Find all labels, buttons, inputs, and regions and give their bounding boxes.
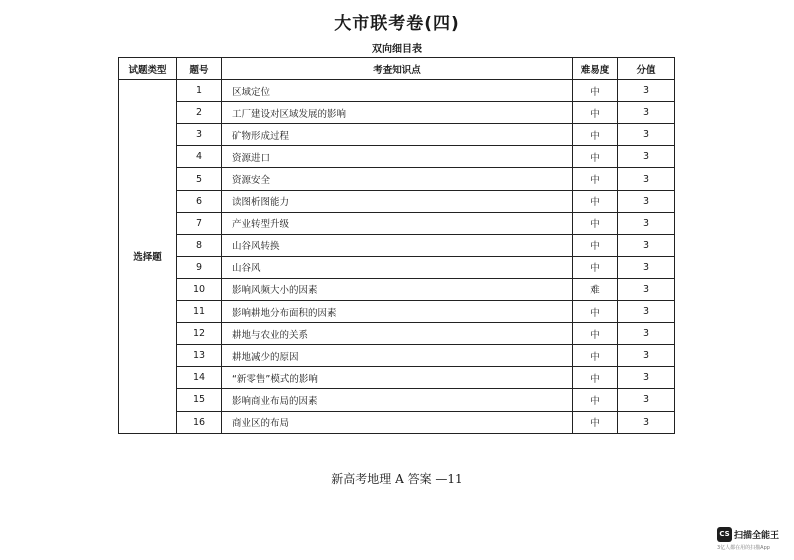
- table-row: [119, 345, 675, 367]
- table-row: [119, 389, 675, 411]
- watermark-tagline: 3亿人都在用的扫描App: [717, 545, 770, 551]
- score-cell: 3: [618, 278, 675, 300]
- difficulty-cell: 中: [573, 234, 618, 256]
- score-cell: 3: [618, 367, 675, 389]
- knowledge-point-cell: 矿物形成过程: [222, 124, 573, 146]
- watermark-app-name: 扫描全能王: [734, 531, 780, 541]
- question-number-cell: 6: [177, 190, 222, 212]
- knowledge-point-cell: 商业区的布局: [222, 411, 573, 433]
- camscanner-logo-icon: CS: [717, 527, 732, 542]
- question-number-cell: 3: [177, 124, 222, 146]
- difficulty-cell: 中: [573, 411, 618, 433]
- question-number-cell: 7: [177, 212, 222, 234]
- table-caption: 双向细目表: [372, 44, 422, 55]
- difficulty-cell: 中: [573, 80, 618, 102]
- table-row: [119, 367, 675, 389]
- score-cell: 3: [618, 389, 675, 411]
- knowledge-point-cell: 山谷风: [222, 256, 573, 278]
- header-difficulty: 难易度: [573, 58, 618, 80]
- score-cell: 3: [618, 345, 675, 367]
- score-cell: 3: [618, 146, 675, 168]
- knowledge-point-cell: 资源安全: [222, 168, 573, 190]
- table-row: [119, 168, 675, 190]
- knowledge-point-cell: 产业转型升级: [222, 212, 573, 234]
- score-cell: 3: [618, 256, 675, 278]
- difficulty-cell: 中: [573, 389, 618, 411]
- knowledge-point-cell: 区域定位: [222, 80, 573, 102]
- question-number-cell: 16: [177, 411, 222, 433]
- question-number-cell: 14: [177, 367, 222, 389]
- header-score: 分值: [618, 58, 675, 80]
- knowledge-point-cell: 资源进口: [222, 146, 573, 168]
- score-cell: 3: [618, 301, 675, 323]
- page-title: 大市联考卷(四): [334, 14, 460, 34]
- table-row: [119, 102, 675, 124]
- page-footer: 新高考地理 A 答案 —11: [331, 472, 463, 486]
- header-question-type: 试题类型: [119, 58, 177, 80]
- question-number-cell: 2: [177, 102, 222, 124]
- question-number-cell: 1: [177, 80, 222, 102]
- table-row: [119, 301, 675, 323]
- knowledge-point-cell: 耕地与农业的关系: [222, 323, 573, 345]
- knowledge-point-cell: 工厂建设对区域发展的影响: [222, 102, 573, 124]
- knowledge-point-cell: 读图析图能力: [222, 190, 573, 212]
- table-row: [119, 146, 675, 168]
- question-type-cell: 选择题: [119, 80, 177, 434]
- difficulty-cell: 中: [573, 212, 618, 234]
- difficulty-cell: 中: [573, 301, 618, 323]
- score-cell: 3: [618, 212, 675, 234]
- difficulty-cell: 难: [573, 278, 618, 300]
- difficulty-cell: 中: [573, 190, 618, 212]
- difficulty-cell: 中: [573, 146, 618, 168]
- header-question-number: 题号: [177, 58, 222, 80]
- question-number-cell: 13: [177, 345, 222, 367]
- question-number-cell: 15: [177, 389, 222, 411]
- score-cell: 3: [618, 80, 675, 102]
- difficulty-cell: 中: [573, 345, 618, 367]
- knowledge-point-cell: “新零售”模式的影响: [222, 367, 573, 389]
- question-number-cell: 11: [177, 301, 222, 323]
- question-number-cell: 8: [177, 234, 222, 256]
- knowledge-point-cell: 山谷风转换: [222, 234, 573, 256]
- scanner-watermark: [717, 525, 793, 555]
- table-row: [119, 234, 675, 256]
- specification-table: [118, 57, 675, 434]
- table-row: [119, 190, 675, 212]
- table-row: [119, 124, 675, 146]
- score-cell: 3: [618, 411, 675, 433]
- knowledge-point-cell: 影响风频大小的因素: [222, 278, 573, 300]
- score-cell: 3: [618, 234, 675, 256]
- table-header-row: [119, 58, 675, 80]
- knowledge-point-cell: 耕地减少的原因: [222, 345, 573, 367]
- question-number-cell: 12: [177, 323, 222, 345]
- difficulty-cell: 中: [573, 367, 618, 389]
- question-number-cell: 4: [177, 146, 222, 168]
- score-cell: 3: [618, 168, 675, 190]
- knowledge-point-cell: 影响商业布局的因素: [222, 389, 573, 411]
- difficulty-cell: 中: [573, 124, 618, 146]
- table-row: [119, 256, 675, 278]
- table-row: [119, 212, 675, 234]
- score-cell: 3: [618, 323, 675, 345]
- table-row: [119, 80, 675, 102]
- difficulty-cell: 中: [573, 102, 618, 124]
- difficulty-cell: 中: [573, 168, 618, 190]
- score-cell: 3: [618, 124, 675, 146]
- score-cell: 3: [618, 190, 675, 212]
- difficulty-cell: 中: [573, 256, 618, 278]
- table-row: [119, 411, 675, 433]
- knowledge-point-cell: 影响耕地分布面积的因素: [222, 301, 573, 323]
- score-cell: 3: [618, 102, 675, 124]
- difficulty-cell: 中: [573, 323, 618, 345]
- table-row: [119, 278, 675, 300]
- table-row: [119, 323, 675, 345]
- header-knowledge-point: 考查知识点: [222, 58, 573, 80]
- question-number-cell: 5: [177, 168, 222, 190]
- question-number-cell: 9: [177, 256, 222, 278]
- question-number-cell: 10: [177, 278, 222, 300]
